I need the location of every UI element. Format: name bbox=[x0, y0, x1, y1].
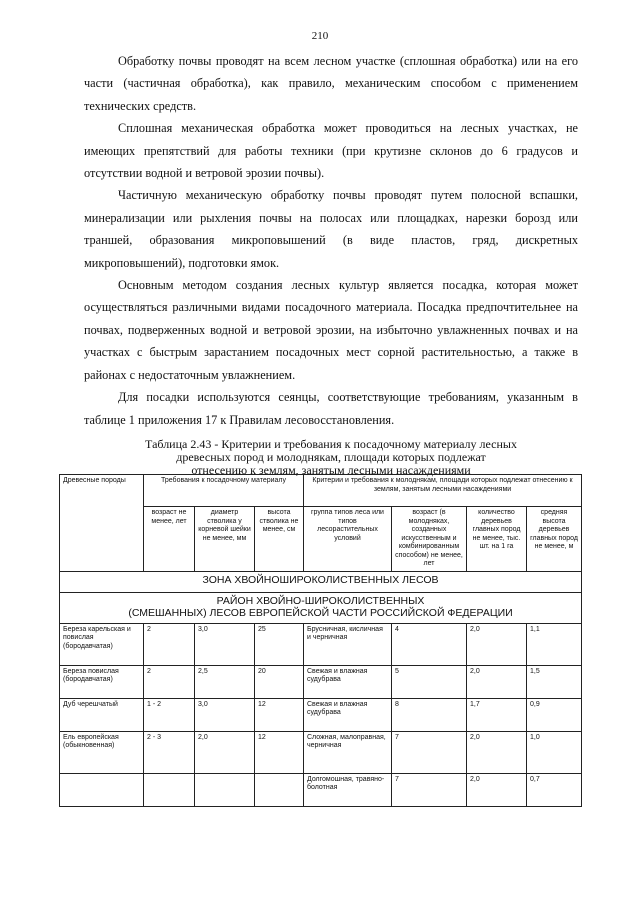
header-stem-height: высота стволика не менее, см bbox=[255, 507, 304, 572]
cell-avg-height: 1,5 bbox=[527, 665, 582, 698]
cell-stand-age: 5 bbox=[392, 665, 467, 698]
header-avg-height: средняя высота деревьев главных пород не менее, м bbox=[527, 507, 582, 572]
paragraph: Частичную механическую обработку почвы проводят путем полосной вспашки, минерализации или рыхления почвы на полосах или площадках, нарезки борозд или траншей, образования микроповышений (в виде пластов, гряд, дискретных микроповышений), подготовки ямок. bbox=[84, 188, 578, 270]
zone-title: ЗОНА ХВОЙНОШИРОКОЛИСТВЕННЫХ ЛЕСОВ bbox=[60, 571, 582, 592]
cell-avg-height: 0,9 bbox=[527, 698, 582, 731]
cell-avg-height: 1,0 bbox=[527, 731, 582, 773]
cell-forest-type: Сложная, малоправная, черничная bbox=[304, 731, 392, 773]
cell-age: 2 bbox=[144, 665, 195, 698]
region-title-line: (СМЕШАННЫХ) ЛЕСОВ ЕВРОПЕЙСКОЙ ЧАСТИ РОССИЙСКОЙ ФЕДЕРАЦИИ bbox=[128, 606, 513, 619]
cell-height: 12 bbox=[255, 731, 304, 773]
cell-species: Дуб черешчатый bbox=[60, 698, 144, 731]
cell-species: Береза карельская и повислая (бородавчатая) bbox=[60, 623, 144, 665]
cell-avg-height: 1,1 bbox=[527, 623, 582, 665]
header-root-collar-diameter: диаметр стволика у корневой шейки не менее, мм bbox=[195, 507, 255, 572]
table-caption-line: древесных пород и молоднякам, площади которых подлежат bbox=[176, 450, 486, 464]
cell-species: Ель европейская (обыкновенная) bbox=[60, 731, 144, 773]
cell-tree-count: 1,7 bbox=[467, 698, 527, 731]
paragraph: Сплошная механическая обработка может проводиться на лесных участках, не имеющих препятствий для работы техники (при крутизне склонов до 6 градусов и отсутствии водной и ветровой эрозии почвы). bbox=[84, 121, 578, 181]
region-title bbox=[60, 592, 582, 623]
cell-height bbox=[255, 773, 304, 806]
cell-stand-age: 7 bbox=[392, 731, 467, 773]
cell-avg-height: 0,7 bbox=[527, 773, 582, 806]
cell-diameter bbox=[195, 773, 255, 806]
cell-tree-count: 2,0 bbox=[467, 773, 527, 806]
paragraph: Для посадки используются сеянцы, соответствующие требованиям, указанным в таблице 1 приложения 17 к Правилам лесовосстановления. bbox=[84, 390, 578, 427]
cell-diameter: 2,0 bbox=[195, 731, 255, 773]
cell-age: 1 - 2 bbox=[144, 698, 195, 731]
cell-stand-age: 7 bbox=[392, 773, 467, 806]
page-number: 210 bbox=[311, 30, 329, 42]
cell-age bbox=[144, 773, 195, 806]
header-young-stand-criteria: Критерии и требования к молоднякам, площади которых подлежат отнесению к землям, занятым лесными насаждениями bbox=[304, 475, 582, 507]
paragraph: Обработку почвы проводят на всем лесном участке (сплошная обработка) или на его части (частичная обработка), как правило, механическим способом с применением технических средств. bbox=[84, 54, 578, 113]
cell-stand-age: 8 bbox=[392, 698, 467, 731]
cell-stand-age: 4 bbox=[392, 623, 467, 665]
table-caption-line: отнесению к землям, занятым лесными насаждениями bbox=[191, 463, 471, 477]
cell-tree-count: 2,0 bbox=[467, 665, 527, 698]
header-age: возраст не менее, лет bbox=[144, 507, 195, 572]
cell-height: 20 bbox=[255, 665, 304, 698]
paragraph: Основным методом создания лесных культур является посадка, которая может осуществляться различными видами посадочного материала. Посадка предпочтительнее на почвах, подверженных водной и ветровой эрозии, на избыточно увлажненных почвах и на участках с быстрым зарастанием посадочных мест сорной растительностью, а также в районах с недостаточным увлажнением. bbox=[84, 278, 578, 382]
cell-tree-count: 2,0 bbox=[467, 731, 527, 773]
table-row bbox=[60, 773, 582, 806]
cell-age: 2 - 3 bbox=[144, 731, 195, 773]
table-row bbox=[60, 698, 582, 731]
cell-forest-type: Свежая и влажная судубрава bbox=[304, 665, 392, 698]
header-tree-count: количество деревьев главных пород не менее, тыс. шт. на 1 га bbox=[467, 507, 527, 572]
header-planting-requirements: Требования к посадочному материалу bbox=[144, 475, 304, 507]
header-forest-type: группа типов леса или типов лесорастительных условий bbox=[304, 507, 392, 572]
cell-diameter: 2,5 bbox=[195, 665, 255, 698]
cell-height: 25 bbox=[255, 623, 304, 665]
region-title-line: РАЙОН ХВОЙНО-ШИРОКОЛИСТВЕННЫХ bbox=[216, 594, 425, 607]
cell-diameter: 3,0 bbox=[195, 623, 255, 665]
body-text bbox=[84, 50, 578, 431]
table-caption-line: Таблица 2.43 - Критерии и требования к посадочному материалу лесных bbox=[145, 437, 517, 451]
table-header-row bbox=[60, 475, 582, 507]
cell-species bbox=[60, 773, 144, 806]
region-row bbox=[60, 592, 582, 623]
table-row bbox=[60, 665, 582, 698]
cell-forest-type: Долгомошная, травяно-болотная bbox=[304, 773, 392, 806]
header-young-stand-age: возраст (в молодняках, созданных искусственным и комбинированным способом) не менее, лет bbox=[392, 507, 467, 572]
cell-species: Береза повислая (бородавчатая) bbox=[60, 665, 144, 698]
header-species: Древесные породы bbox=[60, 475, 144, 572]
cell-tree-count: 2,0 bbox=[467, 623, 527, 665]
cell-age: 2 bbox=[144, 623, 195, 665]
zone-row bbox=[60, 571, 582, 592]
table-row bbox=[60, 731, 582, 773]
cell-height: 12 bbox=[255, 698, 304, 731]
cell-forest-type: Свежая и влажная судубрава bbox=[304, 698, 392, 731]
cell-diameter: 3,0 bbox=[195, 698, 255, 731]
criteria-table bbox=[59, 474, 582, 807]
cell-forest-type: Брусничная, кисличная и черничная bbox=[304, 623, 392, 665]
table-caption bbox=[84, 438, 578, 477]
table-row bbox=[60, 623, 582, 665]
